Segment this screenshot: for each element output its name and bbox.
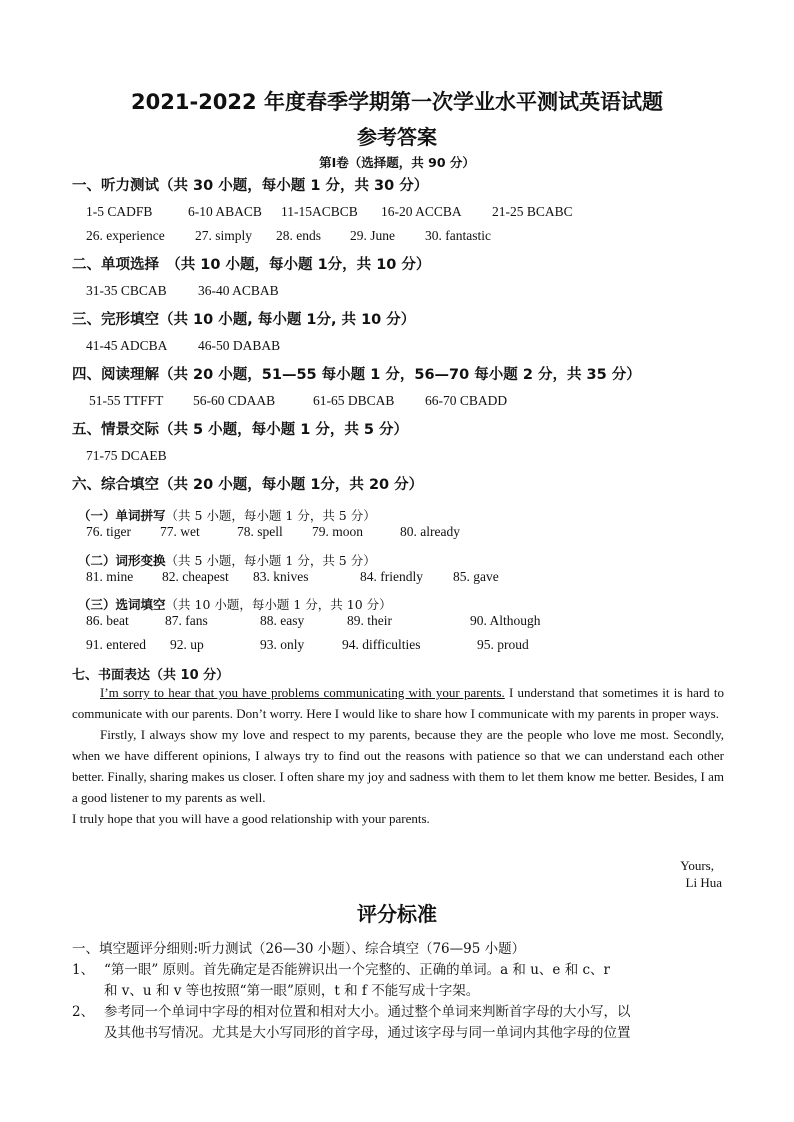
essay-text: I understand that sometimes it is hard to communicate with our parents. Don’t worry. Here I would like to share how I communicate with my parents in proper ways. [72,685,724,721]
subsection-label: （三）选词填空 [78,597,166,612]
answer-item: 91. entered [86,637,146,652]
answer-group: 31-35 CBCAB [86,283,167,298]
answer-item: 93. only [260,637,305,652]
answer-item: 88. easy [260,613,305,628]
answer-item: 89. their [347,613,392,628]
answer-item: 83. knives [253,569,309,584]
answer-item: 86. beat [86,613,129,628]
letter-signature: Li Hua [685,875,722,890]
page-subtitle: 参考答案 [357,125,437,149]
subsection-note: （共 5 小题，每小题 1 分，共 5 分） [165,508,376,523]
answer-item: 30. fantastic [425,228,491,243]
answer-item: 28. ends [276,228,321,243]
answer-item: 92. up [170,637,204,652]
subsection-note: （共 5 小题，每小题 1 分，共 5 分） [165,553,376,568]
answer-item: 90. Although [470,613,541,628]
item-text: 参考同一个单词中字母的相对位置和相对大小。通过整个单词来判断首字母的大小写，以 [104,1004,631,1020]
criteria-item-2-cont: 及其他书写情况。尤其是大小写同形的首字母，通过该字母与同一单词内其他字母的位置 [104,1025,631,1041]
answer-item: 77. wet [160,524,200,539]
subsection-word-spelling [78,506,376,524]
item-text: “第一眼” 原则。首先确定是否能辨识出一个完整的、正确的单词。a 和 u、e 和 c、r [104,962,611,978]
essay-paragraph-3: I truly hope that you will have a good relationship with your parents. [72,811,430,826]
answer-group: 6-10 ABACB [188,204,262,219]
answer-group: 11-15ACBCB [281,204,358,219]
answer-group: 71-75 DCAEB [86,448,167,463]
answer-item: 94. difficulties [342,637,421,652]
subsection-note: （共 10 小题，每小题 1 分，共 10 分） [165,597,392,612]
answer-group: 21-25 BCABC [492,204,573,219]
answer-item: 84. friendly [360,569,423,584]
answer-group: 56-60 CDAAB [193,393,276,408]
criteria-item-1 [72,960,724,981]
section-heading-comprehensive: 六、综合填空（共 20 小题，每小题 1分，共 20 分） [72,477,424,493]
section-heading-single-choice: 二、单项选择 （共 10 小题，每小题 1分，共 10 分） [72,257,431,273]
item-number: 1、 [72,962,95,978]
answer-item: 82. cheapest [162,569,229,584]
letter-signoff [680,857,722,891]
letter-closing: Yours, [680,858,714,873]
answer-group: 46-50 DABAB [198,338,281,353]
sample-essay [72,682,724,829]
answer-item: 76. tiger [86,524,131,539]
criteria-item-1-cont: 和 v、u 和 v 等也按照“第一眼”原则，t 和 f 不能写成十字架。 [104,983,480,999]
answer-item: 85. gave [453,569,499,584]
writing-heading-text: 七、书面表达（共 10 分） [72,668,230,683]
page-title: 2021-2022 年度春季学期第一次学业水平测试英语试题 [131,90,663,114]
criteria-item-2 [72,1002,724,1023]
subsection-word-choice [78,595,392,613]
answer-item: 81. mine [86,569,134,584]
section-heading-situational: 五、情景交际（共 5 小题，每小题 1 分，共 5 分） [72,422,409,438]
answer-group: 61-65 DBCAB [313,393,395,408]
section-heading-writing [72,664,229,683]
section-heading-reading: 四、阅读理解（共 20 小题，51—55 每小题 1 分，56—70 每小题 2 分，共 35 分） [72,367,641,383]
answer-item: 87. fans [165,613,208,628]
section-heading-listening: 一、听力测试（共 30 小题，每小题 1 分，共 30 分） [72,178,429,194]
volume-label: 第Ⅰ卷（选择题，共 90 分） [319,155,475,170]
criteria-intro: 一、填空题评分细则:听力测试（26—30 小题）、综合填空（76—95 小题） [72,941,526,957]
standards-title: 评分标准 [357,902,437,926]
essay-paragraph-1 [72,682,724,724]
answer-item: 79. moon [312,524,364,539]
answer-item: 29. June [350,228,395,243]
answer-item: 78. spell [237,524,283,539]
grading-criteria [72,939,724,1044]
answer-item: 80. already [400,524,460,539]
answer-group: 36-40 ACBAB [198,283,279,298]
essay-paragraph-2: Firstly, I always show my love and respect to my parents, because they are the people who love me most. Secondly, when we have different opinions, I always try to find out the reasons with patience so that we can understand each other better. Finally, sharing makes us closer. I often share my joy and sadness with them to let them know me better. Besides, I am a good listener to my parents as well. [72,727,724,805]
subsection-word-forms [78,551,376,569]
answer-group: 51-55 TTFFT [89,393,164,408]
answer-item: 95. proud [477,637,529,652]
answer-item: 26. experience [86,228,165,243]
answer-group: 1-5 CADFB [86,204,153,219]
section-heading-cloze: 三、完形填空（共 10 小题, 每小题 1分, 共 10 分） [72,312,416,328]
answer-group: 41-45 ADCBA [86,338,168,353]
answer-item: 27. simply [195,228,253,243]
answer-group: 16-20 ACCBA [381,204,462,219]
essay-underlined-sentence: I’m sorry to hear that you have problems communicating with your parents. [100,685,505,700]
subsection-label: （二）词形变换 [78,553,166,568]
answer-group: 66-70 CBADD [425,393,508,408]
item-number: 2、 [72,1004,95,1020]
subsection-label: （一）单词拼写 [78,508,166,523]
